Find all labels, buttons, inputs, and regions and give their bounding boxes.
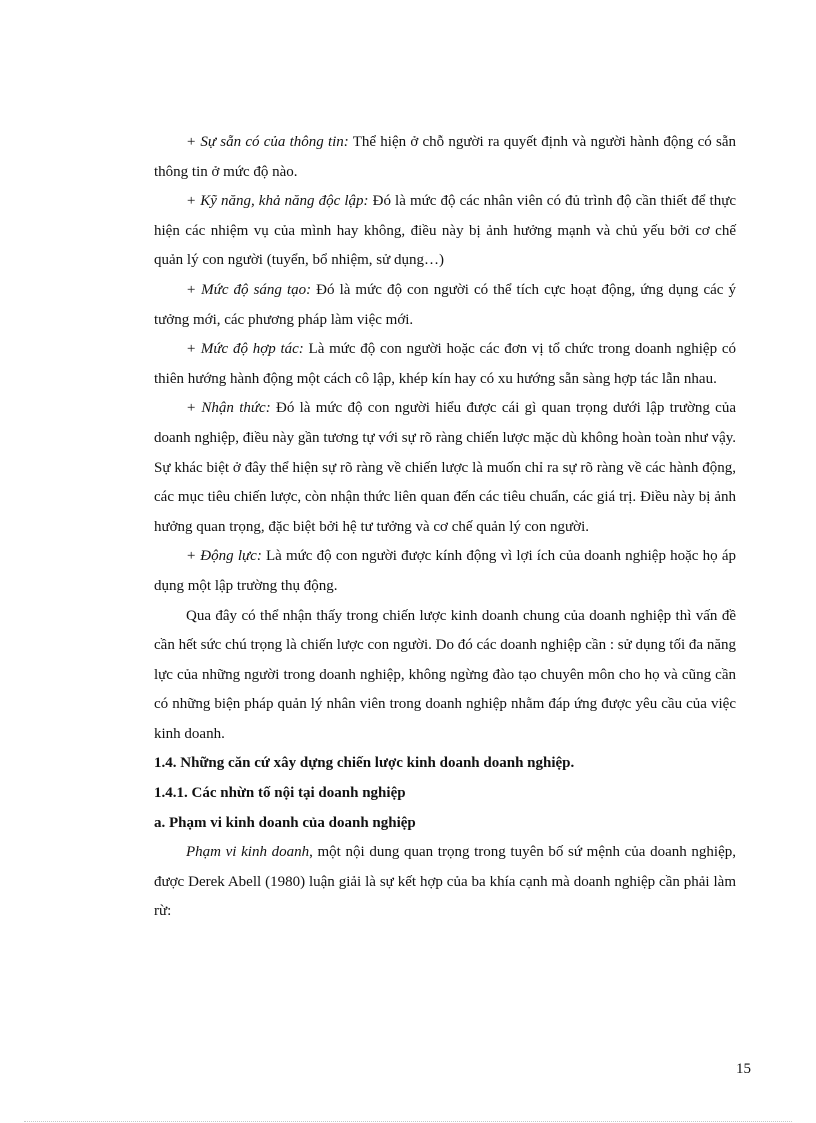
paragraph-lead: + Sự sẵn có của thông tin:: [186, 134, 349, 150]
paragraph-text: Qua đây có thể nhận thấy trong chiến lược kinh doanh chung của doanh nghiệp thì vấn đề cần hết sức chú trọng là chiến lược con người. Do đó các doanh nghiệp cần : sử dụng tối đa năng lực của những người trong doanh nghiệp, không ngừng đào tạo chuyên môn cho họ và cũng cần có những biện pháp quản lý nhân viên trong doanh nghiệp nhằm đáp ứng được yêu cầu của việc kinh doanh.: [154, 607, 736, 742]
paragraph-lead: + Kỹ năng, khả năng độc lập:: [186, 193, 369, 210]
paragraph-text: Đó là mức độ con người hiểu được cái gì quan trọng dưới lập trường của doanh nghiệp, điều này gần tương tự với sự rõ ràng chiến lược mặc dù không hoàn toàn như vậy. Sự khác biệt ở đây thể hiện sự rõ ràng về chiến lược là muốn chỉ ra sự rõ ràng về các hành động, các mục tiêu chiến lược, còn nhận thức liên quan đến các tiêu chuẩn, các giá trị. Điều này bị ảnh hưởng quan trọng, đặc biệt bởi hệ tư tưởng và cơ chế quản lý con người.: [154, 400, 736, 535]
paragraph-summary: [154, 602, 736, 750]
page-body: [154, 128, 736, 927]
paragraph-lead: Phạm vi kinh doanh: [186, 844, 310, 861]
page-number: 15: [736, 1061, 751, 1077]
paragraph-text: , một nội dung quan trọng trong tuyên bố sứ mệnh của doanh nghiệp, được Derek Abell (1980) luận giải là sự kết hợp của ba khía cạnh mà doanh nghiệp cần phải làm rừ:: [154, 844, 736, 920]
paragraph-business-scope: [154, 838, 736, 927]
page-bottom-rule: [24, 1121, 792, 1122]
paragraph-information-availability: [154, 128, 736, 187]
paragraph-lead: + Mức độ sáng tạo:: [186, 281, 312, 298]
paragraph-creativity: [154, 276, 736, 335]
paragraph-motivation: [154, 542, 736, 601]
section-heading: 1.4. Những căn cứ xây dựng chiến lược kinh doanh doanh nghiệp.: [154, 755, 575, 772]
paragraph-awareness: [154, 394, 736, 542]
paragraph-lead: + Nhận thức:: [186, 400, 271, 417]
subsubsection-heading: a. Phạm vi kinh doanh của doanh nghiệp: [154, 814, 416, 831]
paragraph-text: Là mức độ con người được kính động vì lợi ích của doanh nghiệp hoặc họ áp dụng một lập trường thụ động.: [154, 548, 736, 594]
paragraph-lead: + Mức độ hợp tác:: [186, 341, 304, 358]
paragraph-text: Thể hiện ở chỗ người ra quyết định và người hành động có sẵn thông tin ở mức độ nào.: [154, 134, 736, 180]
paragraph-text: Là mức độ con người hoặc các đơn vị tổ chức trong doanh nghiệp có thiên hướng hành động một cách cô lập, khép kín hay có xu hướng sẵn sàng hợp tác lẫn nhau.: [154, 341, 736, 387]
paragraph-skills-independence: [154, 187, 736, 276]
paragraph-cooperation: [154, 335, 736, 394]
paragraph-lead: + Động lực:: [186, 548, 262, 565]
paragraph-text: Đó là mức độ con người có thể tích cực hoạt động, ứng dụng các ý tưởng mới, các phương pháp làm việc mới.: [154, 281, 736, 328]
paragraph-text: Đó là mức độ các nhân viên có đủ trình độ cần thiết để thực hiện các nhiệm vụ của mình hay không, điều này bị ảnh hưởng mạnh và chủ yếu bởi cơ chế quản lý con người (tuyển, bổ nhiệm, sử dụng…): [154, 193, 736, 269]
subsection-heading: 1.4.1. Các nhừn tố nội tại doanh nghiệp: [154, 785, 406, 802]
